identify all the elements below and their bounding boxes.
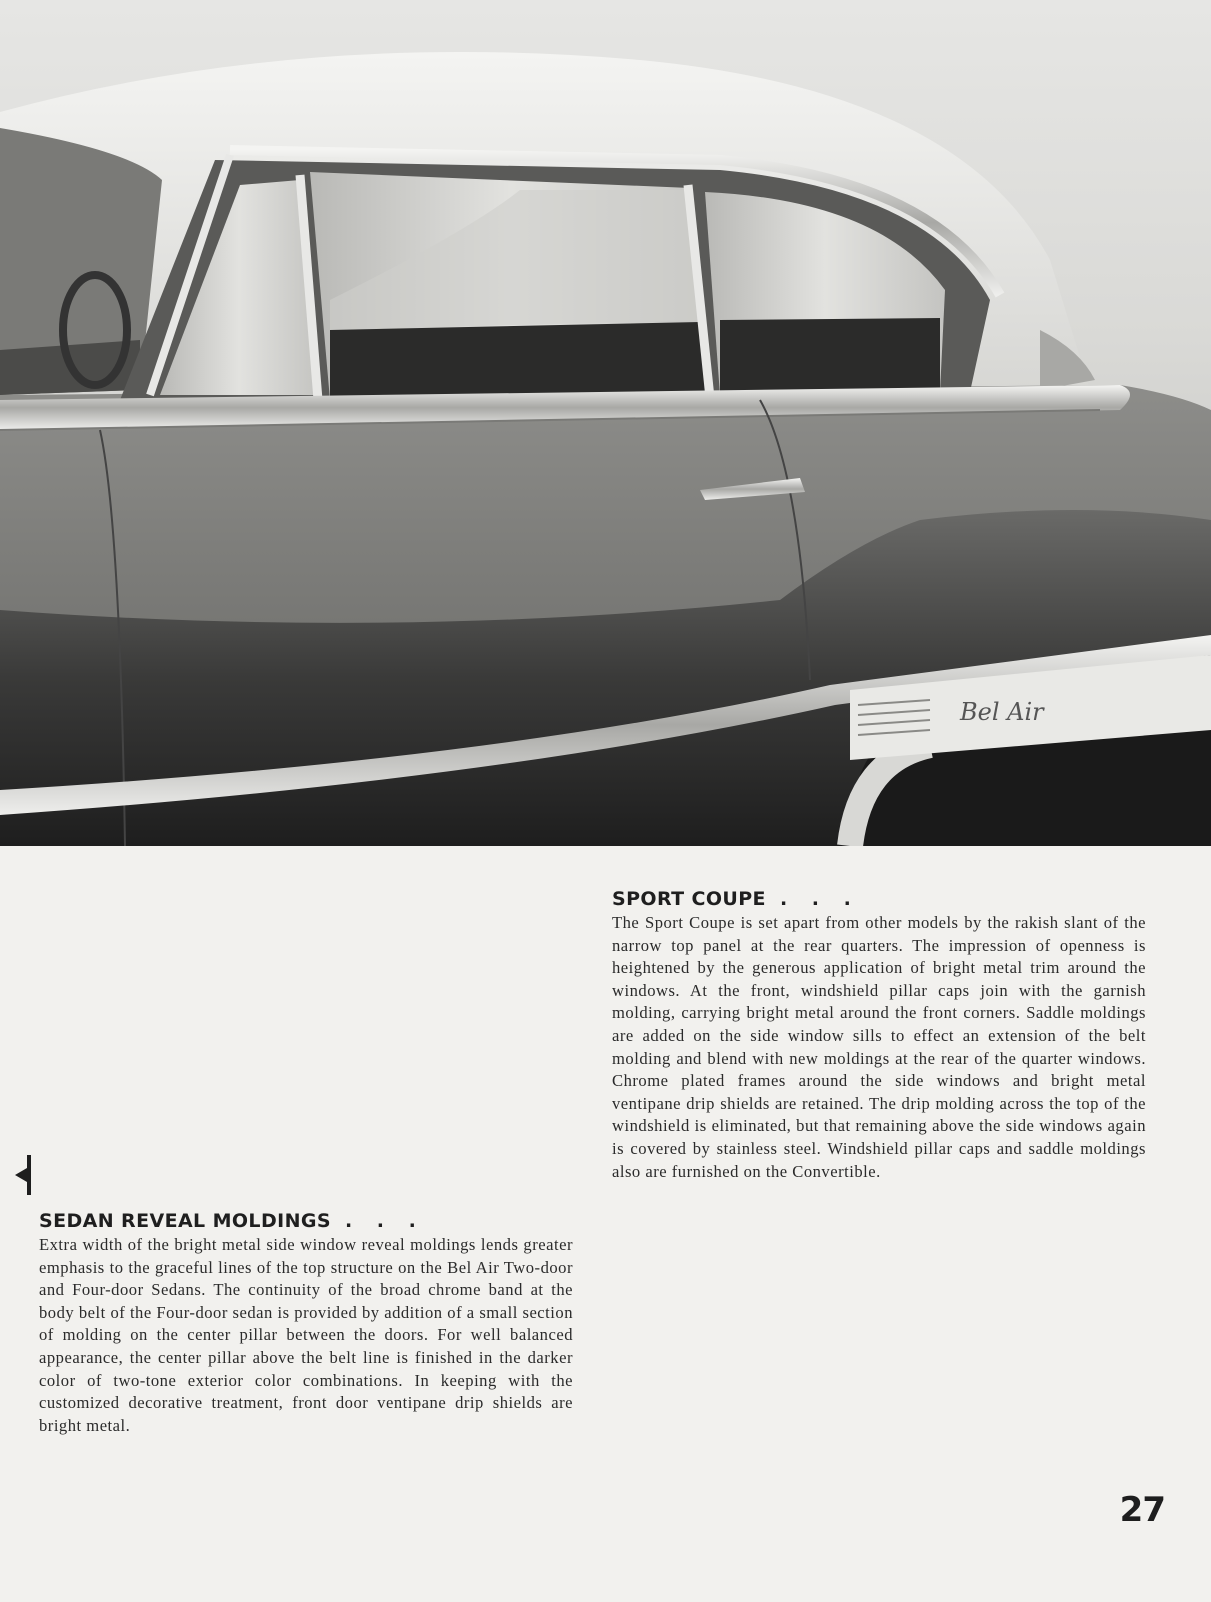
sport-coupe-heading [612,888,1146,910]
sedan-reveal-heading [39,1210,573,1232]
sport-coupe-section [612,888,1146,1183]
sedan-reveal-title: SEDAN REVEAL MOLDINGS [39,1210,331,1232]
sedan-reveal-section [39,1210,573,1437]
bel-air-script: Bel Air [960,698,1044,726]
page-number: 27 [1119,1490,1165,1530]
sedan-reveal-body: Extra width of the bright metal side window reveal moldings lends greater emphasis to the graceful lines of the top structure on the Bel Air Two-door and Four-door Sedans. The continuity of the broad chrome band at the body belt of the Four-door sedan is provided by addition of a small section of molding on the center pillar between the doors. For well balanced appearance, the center pillar above the belt line is finished in the darker color of two-tone exterior color combinations. In keeping with the customized decorative treatment, front door ventipane drip shields are bright metal. [39,1235,573,1435]
sport-coupe-dots: . . . [779,888,860,910]
sport-coupe-body: The Sport Coupe is set apart from other models by the rakish slant of the narrow top panel at the rear quarters. The impression of openness is heightened by the generous application of bright metal trim around the windows. At the front, windshield pillar caps join with the garnish molding, carrying bright metal around the front corners. Saddle moldings are added on the side window sills to effect an extension of the belt molding and blend with new moldings at the rear of the quarter windows. Chrome plated frames around the side windows and bright metal ventipane drip shields are retained. The drip molding across the top of the windshield is eliminated, but that remaining above the side windows again is covered by stainless steel. Windshield pillar caps and saddle moldings also are furnished on the Convertible. [612,913,1146,1181]
sport-coupe-title: SPORT COUPE [612,888,766,910]
left-arrow-icon [14,1155,34,1195]
sedan-reveal-dots: . . . [344,1210,425,1232]
